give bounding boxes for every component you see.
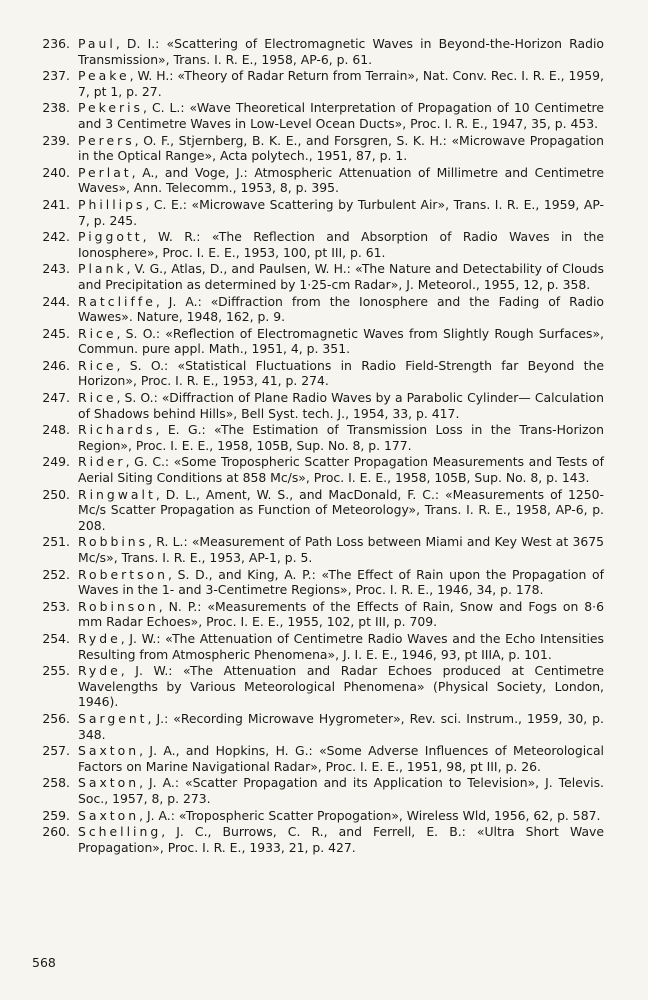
- reference-author: Ringwalt: [78, 486, 156, 502]
- reference-number: 253.: [42, 598, 70, 614]
- reference-text: , S. D., and King, A. P.: «The Effect of Rain upon the Propagation of Waves in the 1- and 3-Centimetre Regions», Proc. I. R. E., 1946, 34, p. 178.: [78, 566, 604, 598]
- reference-entry: [26, 743, 604, 774]
- reference-author: Saxton: [78, 807, 140, 823]
- reference-author: Sargent: [78, 710, 148, 726]
- reference-entry: [26, 197, 604, 228]
- reference-number: 239.: [42, 132, 70, 148]
- reference-text: , E. G.: «The Estimation of Transmission Loss in the Trans-Horizon Region», Proc. I. E. E., 1958, 105B, Sup. No. 8, p. 177.: [78, 422, 604, 453]
- reference-number: 246.: [42, 357, 70, 373]
- reference-author: Paul: [78, 36, 116, 51]
- reference-number: 254.: [42, 630, 70, 646]
- reference-entry: [26, 133, 604, 164]
- reference-author: Ryde: [78, 630, 121, 646]
- reference-number: 256.: [42, 710, 70, 726]
- reference-entry: [26, 775, 604, 806]
- reference-number: 249.: [42, 454, 70, 470]
- reference-entry: [26, 808, 604, 824]
- reference-number: 260.: [42, 824, 70, 840]
- reference-author: Robertson: [78, 566, 168, 582]
- reference-number: 252.: [42, 566, 70, 582]
- reference-author: Rider: [78, 454, 126, 470]
- reference-entry: [26, 631, 604, 662]
- reference-number: 247.: [42, 390, 70, 406]
- page-number: 568: [32, 955, 56, 970]
- reference-author: Robbins: [78, 534, 149, 550]
- reference-entry: [26, 165, 604, 196]
- reference-entry: [26, 663, 604, 710]
- reference-entry: [26, 294, 604, 325]
- reference-entry: [26, 261, 604, 292]
- reference-text: , S. O.: «Reflection of Electromagnetic Waves from Slightly Rough Surfaces», Commun. pure appl. Math., 1951, 4, p. 351.: [78, 325, 604, 357]
- reference-entry: [26, 358, 604, 389]
- reference-number: 255.: [42, 663, 70, 679]
- reference-author: Piggott: [78, 229, 143, 245]
- reference-entry: [26, 599, 604, 630]
- reference-text: , D. I.: «Scattering of Electromagnetic Waves in Beyond-the-Horizon Radio Transmission», Trans. I. R. E., 1958, AP-6, p. 61.: [78, 36, 604, 67]
- reference-number: 237.: [42, 68, 70, 84]
- reference-entry: [26, 326, 604, 357]
- reference-author: Perers: [78, 132, 135, 148]
- reference-text: , J.: «Recording Microwave Hygrometer», Rev. sci. Instrum., 1959, 30, p. 348.: [78, 710, 604, 742]
- reference-author: Saxton: [78, 743, 140, 759]
- reference-text: , J. A.: «Tropospheric Scatter Propogation», Wireless Wld, 1956, 62, p. 587.: [139, 807, 601, 823]
- reference-number: 259.: [42, 807, 70, 823]
- reference-author: Rice: [78, 325, 117, 341]
- reference-text: , A., and Voge, J.: Atmospheric Attenuation of Millimetre and Centimetre Waves», Ann. Telecomm., 1953, 8, p. 395.: [78, 164, 604, 196]
- reference-text: , W. R.: «The Reflection and Absorption of Radio Waves in the Ionosphere», Proc. I. E. E., 1953, 100, pt III, p. 61.: [78, 229, 604, 260]
- reference-text: , N. P.: «Measurements of the Effects of Rain, Snow and Fogs on 8·6 mm Radar Echoes», Proc. I. E. E., 1955, 102, pt III, p. 709.: [78, 598, 604, 630]
- reference-author: Saxton: [78, 775, 140, 791]
- reference-number: 236.: [42, 36, 70, 51]
- reference-author: Schelling: [78, 824, 162, 840]
- reference-number: 238.: [42, 100, 70, 116]
- reference-entry: [26, 824, 604, 855]
- reference-author: Rice: [78, 357, 117, 373]
- reference-text: , J. W.: «The Attenuation of Centimetre Radio Waves and the Echo Intensities Resulting from Atmospheric Phenomena», J. I. E. E., 1946, 93, pt IIIA, p. 101.: [78, 630, 604, 662]
- reference-author: Plank: [78, 261, 127, 277]
- reference-entry: [26, 422, 604, 453]
- reference-number: 257.: [42, 743, 70, 759]
- reference-number: 244.: [42, 293, 70, 309]
- reference-number: 242.: [42, 229, 70, 245]
- reference-author: Richards: [78, 422, 156, 438]
- reference-entry: [26, 390, 604, 421]
- reference-author: Perlat: [78, 164, 132, 180]
- reference-entry: [26, 229, 604, 260]
- reference-entry: [26, 36, 604, 67]
- reference-text: , J. W.: «The Attenuation and Radar Echoes produced at Centimetre Wavelengths by Various Meteorological Phenomena» (Physical Society, London, 1946).: [78, 663, 604, 710]
- reference-text: , V. G., Atlas, D., and Paulsen, W. H.: «The Nature and Detectability of Clouds and Precipitation as determined by 1·25-cm Radar», J. Meteorol., 1955, 12, p. 358.: [78, 261, 604, 292]
- reference-entry: [26, 100, 604, 131]
- reference-number: 240.: [42, 164, 70, 180]
- reference-entry: [26, 487, 604, 534]
- reference-author: Ratcliffe: [78, 293, 156, 309]
- reference-text: , J. A., and Hopkins, H. G.: «Some Adverse Influences of Meteorological Factors on Marine Navigational Radar», Proc. I. E. E., 1951, 98, pt III, p. 26.: [78, 743, 604, 774]
- reference-author: Rice: [78, 390, 117, 406]
- reference-text: , O. F., Stjernberg, B. K. E., and Forsgren, S. K. H.: «Microwave Propagation in the Optical Range», Acta polytech., 1951, 87, p. 1.: [78, 132, 604, 164]
- reference-author: Phillips: [78, 196, 146, 212]
- reference-list: [26, 36, 604, 856]
- reference-text: , J. A.: «Scatter Propagation and its Application to Television», J. Televis. Soc., 1957, 8, p. 273.: [78, 775, 604, 806]
- reference-text: , G. C.: «Some Tropospheric Scatter Propagation Measurements and Tests of Aerial Siting Conditions at 858 Mc/s», Proc. I. E. E., 1958, 105B, Sup. No. 8, p. 143.: [78, 454, 604, 486]
- reference-text: , C. L.: «Wave Theoretical Interpretation of Propagation of 10 Centimetre and 3 Centimetre Waves in Low-Level Ocean Ducts», Proc. I. R. E., 1947, 35, p. 453.: [78, 100, 604, 131]
- reference-text: , C. E.: «Microwave Scattering by Turbulent Air», Trans. I. R. E., 1959, AP-7, p. 245.: [78, 196, 604, 228]
- reference-author: Peake: [78, 68, 130, 84]
- reference-text: , J. A.: «Diffraction from the Ionosphere and the Fading of Radio Wawes». Nature, 1948, 162, p. 9.: [78, 293, 604, 325]
- reference-author: Ryde: [78, 663, 121, 679]
- reference-number: 245.: [42, 325, 70, 341]
- reference-number: 258.: [42, 775, 70, 791]
- reference-number: 243.: [42, 261, 70, 277]
- reference-author: Robinson: [78, 598, 159, 614]
- reference-text: , W. H.: «Theory of Radar Return from Terrain», Nat. Conv. Rec. I. R. E., 1959, 7, pt 1, p. 27.: [78, 68, 604, 99]
- reference-text: , J. C., Burrows, C. R., and Ferrell, E. B.: «Ultra Short Wave Propagation», Proc. I. R. E., 1933, 21, p. 427.: [78, 824, 604, 855]
- reference-number: 248.: [42, 422, 70, 438]
- reference-number: 251.: [42, 534, 70, 550]
- reference-text: , R. L.: «Measurement of Path Loss between Miami and Key West at 3675 Mc/s», Trans. I. R. E., 1953, AP-1, p. 5.: [78, 534, 604, 565]
- reference-text: , S. O.: «Statistical Fluctuations in Radio Field-Strength far Beyond the Horizon», Proc. I. R. E., 1953, 41, p. 274.: [78, 357, 604, 389]
- reference-entry: [26, 454, 604, 485]
- reference-text: , S. O.: «Diffraction of Plane Radio Waves by a Parabolic Cylinder— Calculation of Shadows behind Hills», Bell Syst. tech. J., 1954, 33, p. 417.: [78, 390, 604, 421]
- reference-text: , D. L., Ament, W. S., and MacDonald, F. C.: «Measurements of 1250-Mc/s Scatter Propagation as Function of Meteorology», Trans. I. R. E., 1958, AP-6, p. 208.: [78, 486, 604, 533]
- reference-author: Pekeris: [78, 100, 144, 116]
- reference-entry: [26, 68, 604, 99]
- reference-number: 250.: [42, 486, 70, 502]
- reference-entry: [26, 567, 604, 598]
- reference-entry: [26, 711, 604, 742]
- reference-number: 241.: [42, 196, 70, 212]
- reference-entry: [26, 534, 604, 565]
